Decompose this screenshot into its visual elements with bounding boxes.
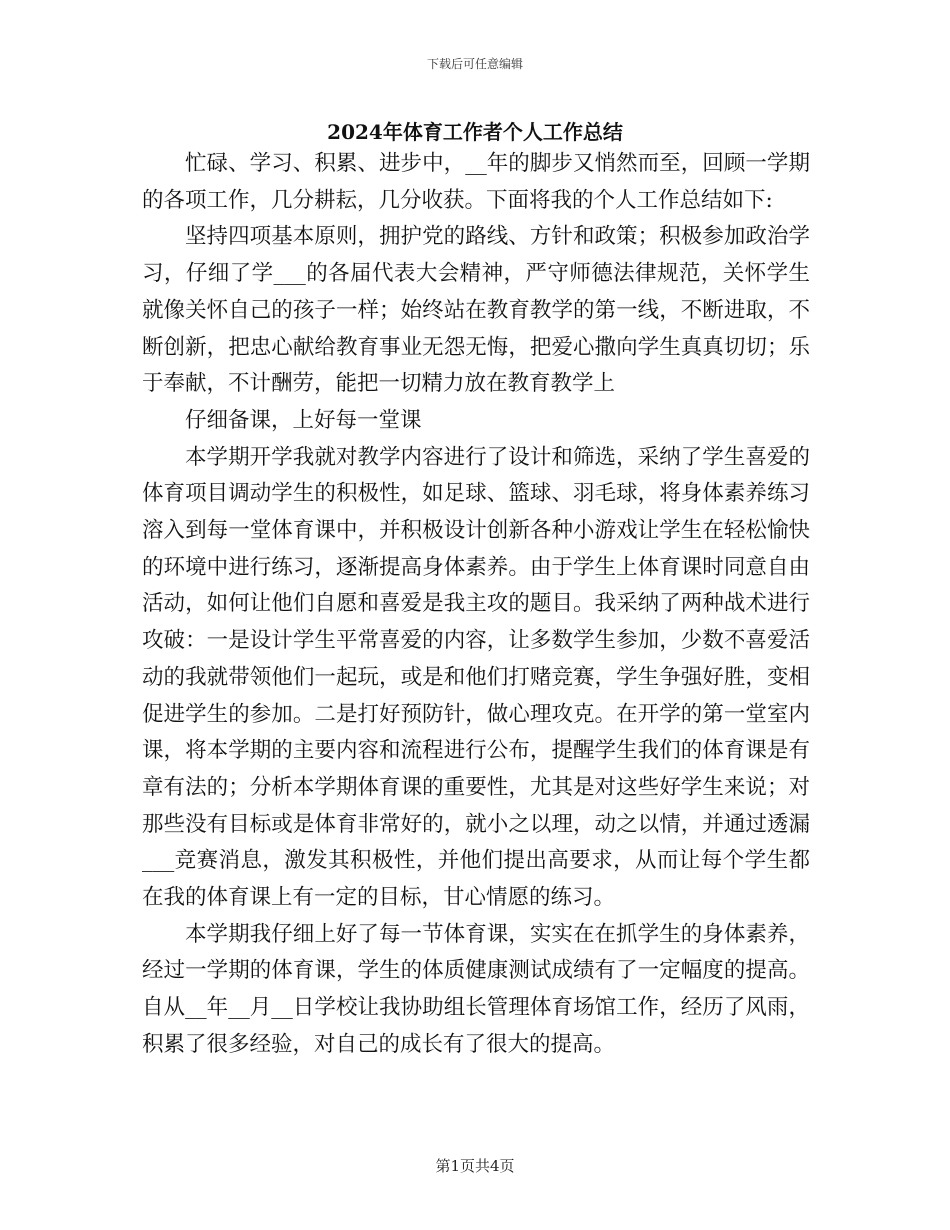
paragraph-teaching: 本学期开学我就对教学内容进行了设计和筛选，采纳了学生喜爱的体育项目调动学生的积极性，如足球、篮球、羽毛球，将身体素养练习溶入到每一堂体育课中，并积极设计创新各种小游戏让学生在轻松愉快的环境中进行练习，逐渐提高身体素养。由于学生上体育课时同意自由活动，如何让他们自愿和喜爱是我主攻的题目。我采纳了两种战术进行攻破：一是设计学生平常喜爱的内容，让多数学生参加，少数不喜爱活动的我就带领他们一起玩，或是和他们打赌竞赛，学生争强好胜，变相促进学生的参加。二是打好预防针，做心理攻克。在开学的第一堂室内课，将本学期的主要内容和流程进行公布，提醒学生我们的体育课是有章有法的；分析本学期体育课的重要性，尤其是对这些好学生来说；对那些没有目标或是体育非常好的，就小之以理，动之以情，并通过透漏___竞赛消息，激发其积极性，并他们提出高要求，从而让每个学生都在我的体育课上有一定的目标，甘心情愿的练习。 — [142, 444, 810, 911]
paragraph-results: 本学期我仔细上好了每一节体育课，实实在在抓学生的身体素养，经过一学期的体育课，学生的体质健康测试成绩有了一定幅度的提高。自从__年__月__日学校让我协助组长管理体育场馆工作，经历了风雨，积累了很多经验，对自己的成长有了很大的提高。 — [142, 921, 810, 1057]
document-title: 2024年体育工作者个人工作总结 — [327, 120, 623, 144]
header-note: 下载后可任意编辑 — [426, 57, 523, 71]
page-number: 第1页共4页 — [435, 1157, 515, 1175]
paragraph-subheading: 仔细备课，上好每一堂课 — [185, 407, 422, 433]
document-body — [142, 146, 810, 1064]
paragraph-intro: 忙碌、学习、积累、进步中，__年的脚步又悄然而至，回顾一学期的各项工作，几分耕耘，几分收获。下面将我的个人工作总结如下: — [142, 151, 810, 213]
paragraph-principles: 坚持四项基本原则，拥护党的路线、方针和政策；积极参加政治学习，仔细了学___的各届代表大会精神，严守师德法律规范，关怀学生就像关怀自己的孩子一样；始终站在教育教学的第一线，不断进取，不断创新，把忠心献给教育事业无怨无悔，把爱心撒向学生真真切切；乐于奉献，不计酬劳，能把一切精力放在教育教学上 — [142, 224, 810, 397]
